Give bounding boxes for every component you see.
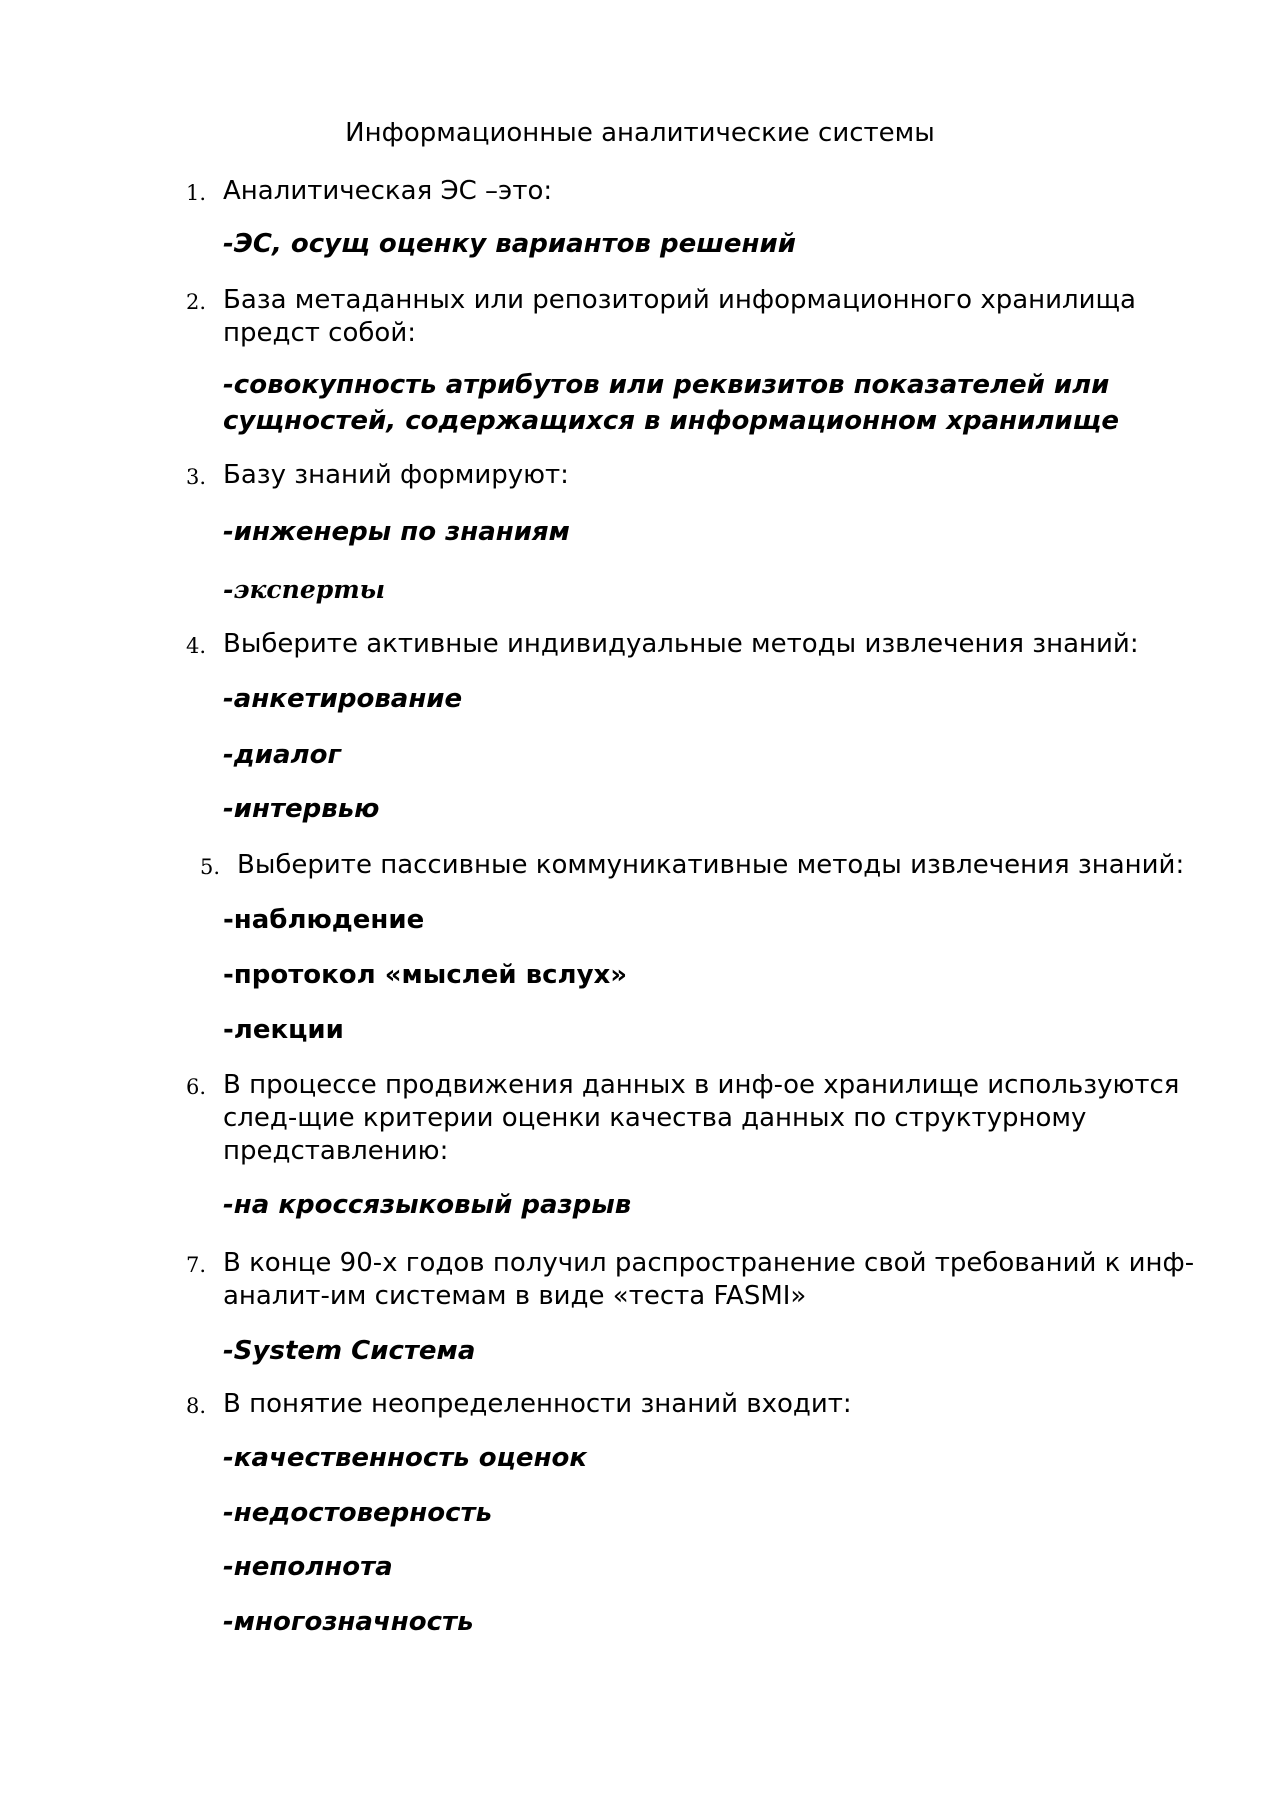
question-text: Выберите активные индивидуальные методы извлечения знаний: [223, 629, 1139, 659]
answer-text: -на кроссязыковый разрыв [223, 1190, 632, 1220]
answer-text: -протокол «мыслей вслух» [223, 960, 628, 990]
question-number: 1. [185, 181, 206, 205]
answer-text: -качественность оценок [223, 1443, 588, 1473]
answer-text: -неполнота [223, 1552, 393, 1582]
question-number: 3. [185, 465, 206, 489]
question-number: 6. [185, 1075, 206, 1099]
document-title: Информационные аналитические системы [345, 118, 935, 148]
question-text: База метаданных или репозиторий информационного хранилища предст собой: [223, 285, 1136, 348]
answer-text: -недостоверность [223, 1498, 493, 1528]
answer-text: -инженеры по знаниям [223, 517, 570, 547]
answer-text: -диалог [223, 740, 342, 770]
answer-text: -совокупность атрибутов или реквизитов показателей или сущностей, содержащихся в информационном хранилище [223, 370, 1119, 436]
question-text: Аналитическая ЭС –это: [223, 176, 553, 206]
answer-text: -ЭС, осущ оценку вариантов решений [223, 229, 796, 259]
answer-text: -наблюдение [223, 905, 425, 935]
answer-text: -лекции [223, 1015, 344, 1045]
question-text: В понятие неопределенности знаний входит: [223, 1389, 852, 1419]
answer-text: -System Система [223, 1336, 476, 1366]
question-number: 2. [185, 290, 206, 314]
question-number: 5. [199, 855, 220, 879]
question-number: 8. [185, 1394, 206, 1418]
question-text: В конце 90-х годов получил распространение свой требований к инф-аналит-им системам в виде «теста FASMI» [223, 1248, 1195, 1311]
question-number: 7. [185, 1253, 206, 1277]
question-text: Выберите пассивные коммуникативные методы извлечения знаний: [237, 850, 1185, 880]
answer-text: -интервью [223, 794, 380, 824]
question-text: Базу знаний формируют: [223, 460, 569, 490]
question-number: 4. [185, 634, 206, 658]
answer-text: -эксперты [223, 575, 386, 604]
question-text: В процессе продвижения данных в инф-ое хранилище используются след-щие критерии оценки качества данных по структурному представлению: [223, 1070, 1180, 1166]
answer-text: -анкетирование [223, 684, 463, 714]
answer-text: -многозначность [223, 1607, 474, 1637]
